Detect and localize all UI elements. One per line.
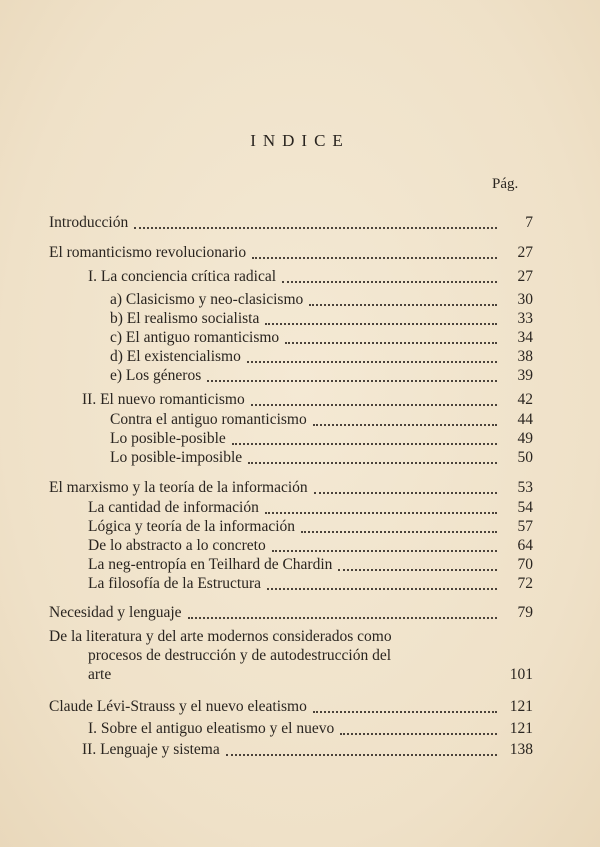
toc-entry [110,430,533,448]
toc-entry-page: 38 [517,348,533,365]
toc-entry [110,310,533,328]
toc-entry-label: Introducción [49,214,129,231]
toc-entry-page: 33 [517,310,533,327]
index-title: INDICE [250,131,350,150]
toc-entry-page: 138 [509,741,533,758]
dot-leader [134,223,497,229]
toc-entry-label: a) Clasicismo y neo-clasicismo [110,291,304,308]
toc-entry-page: 64 [517,537,533,554]
toc-entry [110,329,533,347]
toc-entry [110,411,533,429]
toc-entry-label: b) El realismo socialista [110,310,260,327]
toc-entry-page: 44 [517,411,533,428]
toc-entry-label: Lo posible-posible [110,430,226,447]
toc-entry [49,244,533,262]
toc-entry-page: 54 [517,499,533,516]
toc-entry [110,449,533,467]
toc-entry [82,741,533,759]
dot-leader [314,488,497,494]
toc-entry [88,720,533,738]
dot-leader [265,319,497,325]
toc-entry-page: 49 [517,430,533,447]
toc-entry [88,575,533,593]
dot-leader [188,613,497,619]
dot-leader [265,508,497,514]
dot-leader [313,707,497,713]
toc-entry-page: 101 [509,666,533,683]
toc-entry-label: La cantidad de información [88,499,259,516]
toc-entry-page: 42 [517,391,533,408]
dot-leader [267,584,497,590]
dot-leader [282,277,497,283]
dot-leader [340,729,497,735]
toc-entry-multiline [49,627,533,684]
toc-entry-label: La filosofía de la Estructura [88,575,262,592]
toc-entry-line-2: procesos de destrucción y de autodestrucción del [88,647,392,664]
dot-leader [247,357,497,363]
toc-entry [49,214,533,232]
toc-entry-page: 39 [517,367,533,384]
toc-entry-label: I. Sobre el antiguo eleatismo y el nuevo [88,720,335,737]
toc-entry-label: Lógica y teoría de la información [88,518,296,535]
toc-entry [49,479,533,497]
toc-entry [82,391,533,409]
toc-entry-label: La neg-entropía en Teilhard de Chardin [88,556,333,573]
dot-leader [338,565,497,571]
toc-entry [88,518,533,536]
toc-entry-page: 72 [517,575,533,592]
toc-entry [88,499,533,517]
toc-entry-label: Contra el antiguo romanticismo [110,411,307,428]
toc-entry-label: e) Los géneros [110,367,202,384]
toc-entry [88,537,533,555]
toc-entry-page: 53 [517,479,533,496]
toc-entry-label: Claude Lévi-Strauss y el nuevo eleatismo [49,698,307,715]
toc-entry [49,604,533,622]
toc-entry-line-3: arte [88,666,112,683]
toc-entry-label: Necesidad y lenguaje [49,604,182,621]
toc-entry-page: 50 [517,449,533,466]
dot-leader [207,376,497,382]
toc-entry-page: 34 [517,329,533,346]
toc-entry-page: 70 [517,556,533,573]
dot-leader [232,439,497,445]
toc-entry-page: 27 [517,244,533,261]
dot-leader [313,420,497,426]
toc-entry-label: De lo abstracto a lo concreto [88,537,266,554]
toc-entry [88,268,533,286]
toc-entry [110,291,533,309]
toc-entry-label: d) El existencialismo [110,348,241,365]
toc-entry-page: 7 [525,214,533,231]
toc-entry-page: 79 [517,604,533,621]
dot-leader [285,338,497,344]
dot-leader [272,546,497,552]
toc-entry [88,556,533,574]
toc-entry-label: c) El antiguo romanticismo [110,329,280,346]
toc-entry-page: 121 [509,720,533,737]
toc-entry-page: 121 [509,698,533,715]
toc-entry-page: 27 [517,268,533,285]
toc-entry-label: El romanticismo revolucionario [49,244,247,261]
toc-entry [110,348,533,366]
toc-entry-label: II. Lenguaje y sistema [82,741,220,758]
toc-entry-label: El marxismo y la teoría de la información [49,479,308,496]
dot-leader [226,750,497,756]
toc-entry-last-row [49,665,533,684]
toc-entry-label: Lo posible-imposible [110,449,243,466]
dot-leader [309,300,497,306]
dot-leader [301,527,497,533]
toc-entry [49,698,533,716]
toc-entry-page: 57 [517,518,533,535]
dot-leader [252,253,497,259]
dot-leader [251,400,497,406]
dot-leader [248,458,497,464]
toc-entry [110,367,533,385]
page-column-header: Pág. [492,176,519,192]
toc-entry-line-1: De la literatura y del arte modernos considerados como [49,628,392,645]
toc-entry-label: II. El nuevo romanticismo [82,391,245,408]
toc-entry-label: I. La conciencia crítica radical [88,268,277,285]
toc-entry-page: 30 [517,291,533,308]
